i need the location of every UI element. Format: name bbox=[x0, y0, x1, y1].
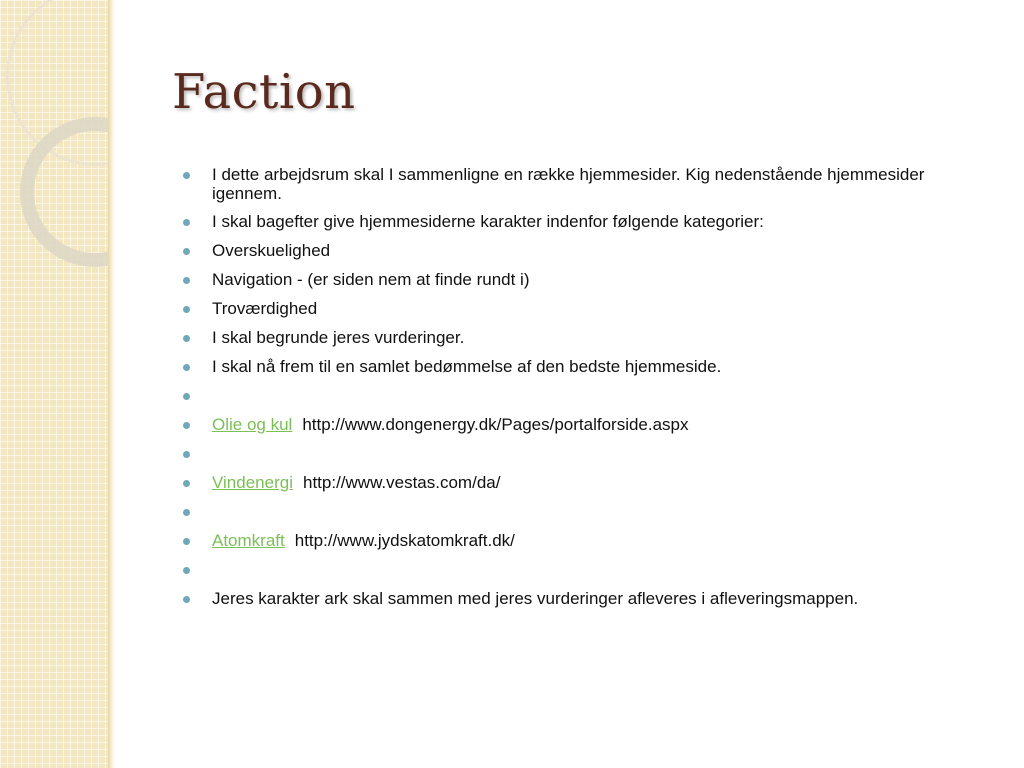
link-atomkraft[interactable]: Atomkraft bbox=[212, 531, 285, 550]
bullet-dot-icon bbox=[183, 277, 190, 284]
url-text: http://www.dongenergy.dk/Pages/portalforside.aspx bbox=[302, 415, 689, 434]
decorative-side-panel bbox=[0, 0, 113, 768]
bullet-dot-icon bbox=[183, 172, 190, 179]
bullet-text: I skal bagefter give hjemmesiderne karakter indenfor følgende kategorier: bbox=[212, 212, 764, 231]
bullet-text: Troværdighed bbox=[212, 299, 318, 318]
link-olie-og-kul[interactable]: Olie og kul bbox=[212, 415, 293, 434]
bullet-dot-icon bbox=[183, 248, 190, 255]
bullet-dot-icon bbox=[183, 567, 190, 574]
bullet-text: I skal nå frem til en samlet bedømmelse af den bedste hjemmeside. bbox=[212, 357, 722, 376]
bullet-item bbox=[180, 299, 970, 319]
url-text: http://www.vestas.com/da/ bbox=[302, 473, 501, 492]
bullet-item-empty bbox=[180, 560, 970, 580]
bullet-item bbox=[180, 165, 970, 203]
bullet-dot-icon bbox=[183, 306, 190, 313]
bullet-list bbox=[180, 165, 970, 618]
bullet-dot-icon bbox=[183, 422, 190, 429]
side-panel-edge bbox=[108, 0, 116, 768]
bullet-dot-icon bbox=[183, 219, 190, 226]
bullet-dot-icon bbox=[183, 364, 190, 371]
bullet-dot-icon bbox=[183, 335, 190, 342]
bullet-dot-icon bbox=[183, 538, 190, 545]
bullet-dot-icon bbox=[183, 451, 190, 458]
bullet-item-empty bbox=[180, 444, 970, 464]
bullet-item bbox=[180, 357, 970, 377]
bullet-dot-icon bbox=[183, 480, 190, 487]
bullet-item bbox=[180, 531, 970, 551]
bullet-text: Navigation - (er siden nem at finde rundt i) bbox=[212, 270, 530, 289]
bullet-text: I dette arbejdsrum skal I sammenligne en række hjemmesider. Kig nedenstående hjemmesider igennem. bbox=[212, 165, 925, 203]
url-text: http://www.jydskatomkraft.dk/ bbox=[294, 531, 515, 550]
bullet-dot-icon bbox=[183, 393, 190, 400]
bullet-item bbox=[180, 270, 970, 290]
bullet-item bbox=[180, 415, 970, 435]
bullet-text: I skal begrunde jeres vurderinger. bbox=[212, 328, 465, 347]
bullet-text: Overskuelighed bbox=[212, 241, 331, 260]
bullet-item-empty bbox=[180, 502, 970, 522]
bullet-item bbox=[180, 328, 970, 348]
bullet-dot-icon bbox=[183, 596, 190, 603]
bullet-item bbox=[180, 473, 970, 493]
link-vindenergi[interactable]: Vindenergi bbox=[212, 473, 293, 492]
bullet-item bbox=[180, 589, 970, 609]
slide-title: Faction bbox=[172, 64, 356, 120]
bullet-text: Jeres karakter ark skal sammen med jeres vurderinger afleveres i afleveringsmappen. bbox=[212, 589, 859, 608]
bullet-item bbox=[180, 212, 970, 232]
bullet-item bbox=[180, 241, 970, 261]
bullet-item-empty bbox=[180, 386, 970, 406]
bullet-dot-icon bbox=[183, 509, 190, 516]
